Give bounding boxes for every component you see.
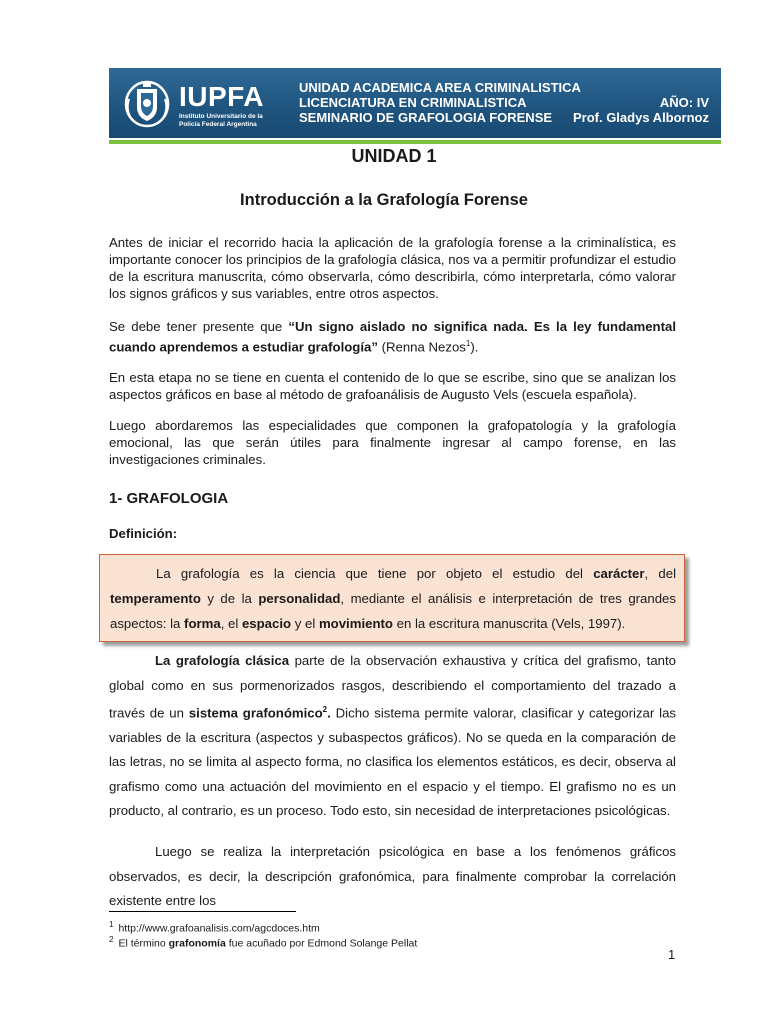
- classic-text-1: parte de la observación exhaustiva y crítica del grafismo, tanto global como en sus pormenorizados rasgos, describiendo el comportamiento del trazado a través de un: [109, 653, 676, 721]
- classic-text-2: Dicho sistema permite valorar, clasificar y categorizar las variables de la escritura (aspectos y subaspectos gráficos). No se queda en la comparación de las letras, no se limita al aspecto forma, no clasifica los elementos estáticos, es decir, observa al grafismo como una actuación del movimiento en el espacio y el tiempo. El grafismo no es un producto, al contrario, es un proceso. Todo esto, sin necesidad de interpretaciones psicológicas.: [109, 705, 676, 819]
- iupfa-emblem-icon: [123, 77, 171, 129]
- intro-paragraph: Antes de iniciar el recorrido hacia la aplicación de la grafología forense a la criminalística, es importante conocer los principios de la grafología clásica, nos va a permitir profundizar el estudio de la escritura manuscrita, cómo observarla, cómo describirla, cómo interpretarla, cómo valorar los signos gráficos y sus variables, entre otros aspectos.: [109, 235, 676, 301]
- header-year: AÑO: IV: [659, 95, 709, 110]
- header-accent-line: [109, 140, 721, 144]
- def-bold-movimiento: movimiento: [318, 616, 393, 631]
- def-text-5: , el: [220, 616, 242, 631]
- footnote-2-bold: grafonomía: [168, 937, 226, 950]
- quote-text: “Un signo aislado no significa nada. Es la ley fundamental cuando aprendemos a estudiar grafología”: [109, 319, 676, 355]
- def-text-4: , mediante el análisis e interpretación de tres grandes aspectos: la: [110, 591, 676, 631]
- def-text-2: , del: [644, 566, 676, 581]
- footnote-2-text-2: fue acuñado por Edmond Solange Pellat: [225, 937, 418, 950]
- definition-text: [110, 561, 676, 636]
- logo-subtitle: [179, 113, 274, 128]
- quote-trailing-text: ).: [470, 339, 479, 355]
- footnote-ref-1: 1: [465, 339, 471, 348]
- page-number: 1: [668, 947, 676, 962]
- footnote-2: [109, 933, 417, 951]
- footnote-2-number: 2: [109, 935, 114, 944]
- footnote-ref-2: 2: [322, 705, 328, 714]
- logo-subtitle-line2: Policía Federal Argentina: [179, 120, 257, 128]
- quote-author: (Renna Nezos: [377, 339, 466, 355]
- def-text-1: La grafología es la ciencia que tiene por objeto el estudio del: [156, 566, 594, 581]
- header-banner: [109, 68, 721, 138]
- definition-box: [99, 554, 685, 642]
- def-text-6: y el: [291, 616, 319, 631]
- quote-lead-text: Se debe tener presente que: [109, 319, 289, 334]
- logo-subtitle-line1: Instituto Universitario de la: [179, 113, 263, 120]
- def-bold-personalidad: personalidad: [258, 591, 341, 606]
- classic-bold-term: La grafología clásica: [155, 653, 290, 668]
- footnote-2-text-1: El término: [118, 937, 169, 950]
- header-line-2: LICENCIATURA EN CRIMINALISTICA: [299, 95, 527, 110]
- unit-title: UNIDAD 1: [351, 146, 437, 166]
- def-bold-caracter: carácter: [593, 566, 645, 581]
- header-line-1: UNIDAD ACADEMICA AREA CRIMINALISTICA: [299, 80, 581, 95]
- def-text-7: en la escritura manuscrita (Vels, 1997).: [392, 616, 626, 631]
- logo-name: IUPFA: [179, 81, 264, 112]
- final-paragraph: Luego se realiza la interpretación psicológica en base a los fenómenos gráficos observados, es decir, la descripción grafonómica, para finalmente comprobar la correlación existente entre los: [109, 844, 676, 908]
- footnote-1-link[interactable]: http://www.grafoanalisis.com/agcdoces.htm: [118, 922, 320, 935]
- definition-label: Definición:: [109, 526, 178, 541]
- def-bold-temperamento: temperamento: [110, 591, 201, 606]
- classic-bold-system: sistema grafonómico: [188, 705, 323, 721]
- document-subtitle: Introducción a la Grafología Forense: [240, 191, 528, 209]
- classic-paragraph: [109, 649, 676, 824]
- header-professor: Prof. Gladys Albornoz: [572, 110, 709, 125]
- footnote-separator: [109, 911, 296, 912]
- quote-paragraph: [109, 318, 676, 355]
- stage-paragraph: En esta etapa no se tiene en cuenta el contenido de lo que se escribe, sino que se analizan los aspectos gráficos en base al método de grafoanálisis de Augusto Vels (escuela española).: [109, 370, 676, 402]
- footnote-1-number: 1: [109, 920, 114, 929]
- def-text-3: y de la: [200, 591, 259, 606]
- classic-bold-period: .: [327, 705, 331, 721]
- header-line-3: SEMINARIO DE GRAFOLOGIA FORENSE: [299, 110, 553, 125]
- def-bold-espacio: espacio: [241, 616, 292, 631]
- later-paragraph: Luego abordaremos las especialidades que componen la grafopatología y la grafología emocional, las que serán útiles para finalmente ingresar al campo forense, en las investigaciones criminales.: [109, 418, 676, 467]
- section-heading: 1- GRAFOLOGIA: [109, 490, 229, 507]
- def-bold-forma: forma: [184, 616, 221, 631]
